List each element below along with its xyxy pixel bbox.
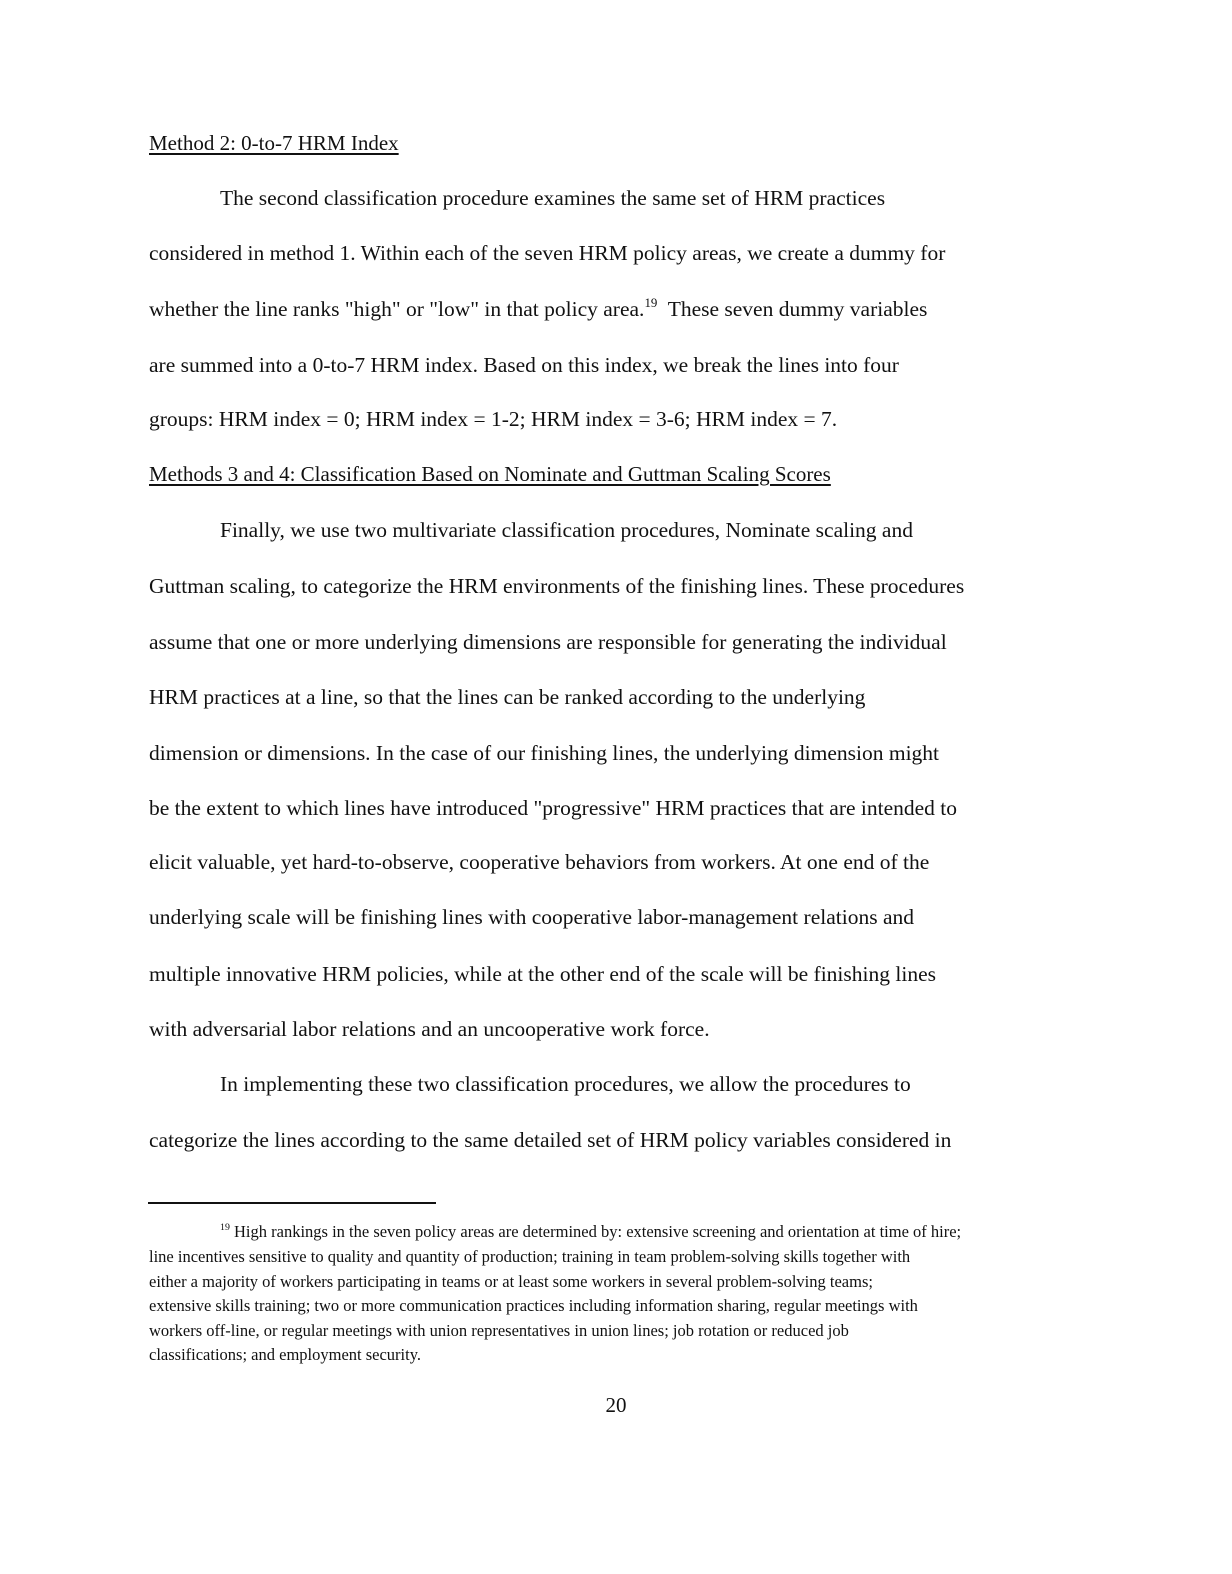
- body-line: with adversarial labor relations and an uncooperative work force.: [149, 1017, 710, 1041]
- body-line-tail: These seven dummy variables: [657, 297, 928, 321]
- body-line: [149, 297, 927, 324]
- body-line: underlying scale will be finishing lines with cooperative labor-management relations and: [149, 905, 914, 929]
- body-line: Finally, we use two multivariate classification procedures, Nominate scaling and: [220, 518, 913, 542]
- body-line: are summed into a 0-to-7 HRM index. Based on this index, we break the lines into four: [149, 353, 899, 377]
- body-line: In implementing these two classification procedures, we allow the procedures to: [220, 1072, 911, 1096]
- body-line: dimension or dimensions. In the case of our finishing lines, the underlying dimension might: [149, 741, 940, 765]
- body-line: Guttman scaling, to categorize the HRM environments of the finishing lines. These procedures: [149, 574, 965, 598]
- footnote-ref: 19: [644, 295, 658, 310]
- body-line: be the extent to which lines have introduced "progressive" HRM practices that are intended to: [149, 796, 958, 820]
- footnote-line: either a majority of workers participating in teams or at least some workers in several problem-solving teams;: [149, 1272, 873, 1291]
- page-number: 20: [605, 1393, 627, 1417]
- footnote-line: workers off-line, or regular meetings with union representatives in union lines; job rotation or reduced job: [149, 1321, 849, 1340]
- body-line: The second classification procedure examines the same set of HRM practices: [220, 186, 886, 210]
- body-line: multiple innovative HRM policies, while at the other end of the scale will be finishing lines: [149, 962, 936, 986]
- footnote-separator: [148, 1202, 436, 1204]
- body-line: HRM practices at a line, so that the lines can be ranked according to the underlying: [149, 685, 866, 709]
- body-line: elicit valuable, yet hard-to-observe, cooperative behaviors from workers. At one end of the: [149, 850, 930, 874]
- footnote-line: classifications; and employment security.: [149, 1345, 422, 1364]
- body-line: categorize the lines according to the same detailed set of HRM policy variables considered in: [149, 1128, 952, 1152]
- footnote-line: line incentives sensitive to quality and quantity of production; training in team problem-solving skills together with: [149, 1247, 911, 1266]
- footnote-line: extensive skills training; two or more communication practices including information sharing, regular meetings with: [149, 1296, 918, 1315]
- footnote-number: 19: [220, 1222, 230, 1234]
- footnote-text: High rankings in the seven policy areas are determined by: extensive screening and orientation at time of hire;: [229, 1222, 962, 1241]
- footnote-line: [220, 1222, 961, 1244]
- body-line: considered in method 1. Within each of the seven HRM policy areas, we create a dummy for: [149, 241, 946, 265]
- body-line: assume that one or more underlying dimensions are responsible for generating the individual: [149, 630, 947, 654]
- body-line-text: whether the line ranks "high" or "low" in that policy area.: [149, 297, 645, 321]
- section-heading-method-2: Method 2: 0-to-7 HRM Index: [149, 131, 399, 155]
- body-line: groups: HRM index = 0; HRM index = 1-2; HRM index = 3-6; HRM index = 7.: [149, 407, 838, 431]
- section-heading-methods-3-4: Methods 3 and 4: Classification Based on Nominate and Guttman Scaling Scores: [149, 462, 831, 486]
